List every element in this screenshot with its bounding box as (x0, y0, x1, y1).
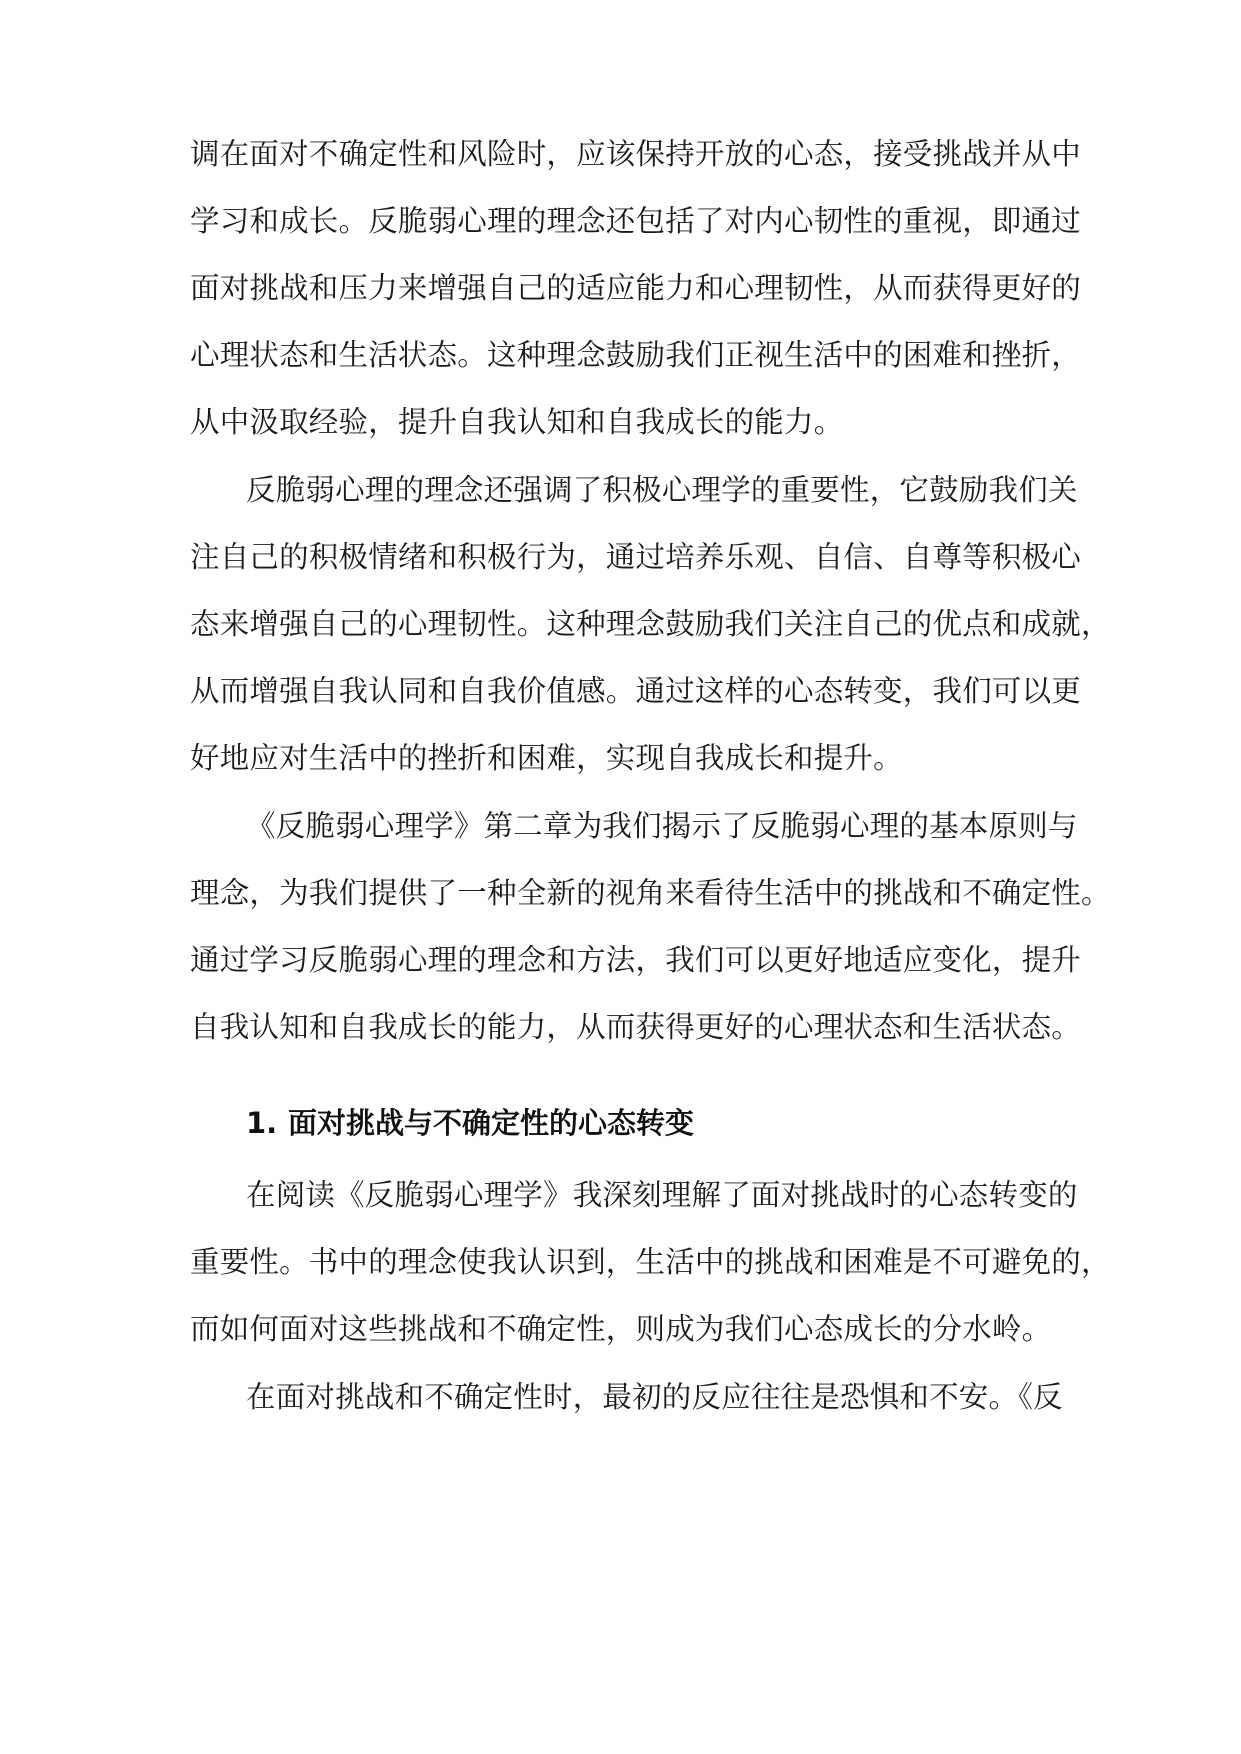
text-line: 反脆弱心理的理念还强调了积极心理学的重要性，它鼓励我们关 (246, 473, 1078, 507)
text-line: 从而增强自我认同和自我价值感。通过这样的心态转变，我们可以更 (190, 674, 1082, 708)
text-line: 理念，为我们提供了一种全新的视角来看待生活中的挑战和不确定性。 (190, 876, 1111, 910)
text-line: 心理状态和生活状态。这种理念鼓励我们正视生活中的困难和挫折， (190, 338, 1082, 372)
section-title: 面对挑战与不确定性的心态转变 (288, 1106, 695, 1140)
text-line: 从中汲取经验，提升自我认知和自我成长的能力。 (190, 405, 844, 439)
text-line: 《反脆弱心理学》第二章为我们揭示了反脆弱心理的基本原则与 (246, 809, 1078, 843)
text-line: 而如何面对这些挑战和不确定性，则成为我们心态成长的分水岭。 (190, 1312, 1052, 1346)
text-line: 态来增强自己的心理韧性。这种理念鼓励我们关注自己的优点和成就， (190, 607, 1111, 641)
text-line: 调在面对不确定性和风险时，应该保持开放的心态，接受挑战并从中 (190, 137, 1082, 171)
text-line: 好地应对生活中的挫折和困难，实现自我成长和提升。 (190, 741, 903, 775)
text-line: 在面对挑战和不确定性时，最初的反应往往是恐惧和不安。《反 (246, 1380, 1063, 1414)
text-line: 面对挑战和压力来增强自己的适应能力和心理韧性，从而获得更好的 (190, 271, 1082, 305)
text-line: 重要性。书中的理念使我认识到，生活中的挑战和困难是不可避免的， (190, 1245, 1111, 1279)
text-line: 注自己的积极情绪和积极行为，通过培养乐观、自信、自尊等积极心 (190, 540, 1082, 574)
text-line: 自我认知和自我成长的能力，从而获得更好的心理状态和生活状态。 (190, 1010, 1082, 1044)
text-line: 学习和成长。反脆弱心理的理念还包括了对内心韧性的重视，即通过 (190, 204, 1082, 238)
section-heading (246, 1101, 694, 1145)
text-line: 在阅读《反脆弱心理学》我深刻理解了面对挑战时的心态转变的 (246, 1178, 1078, 1212)
text-line: 通过学习反脆弱心理的理念和方法，我们可以更好地适应变化，提升 (190, 943, 1082, 977)
section-number: 1. (246, 1106, 278, 1140)
